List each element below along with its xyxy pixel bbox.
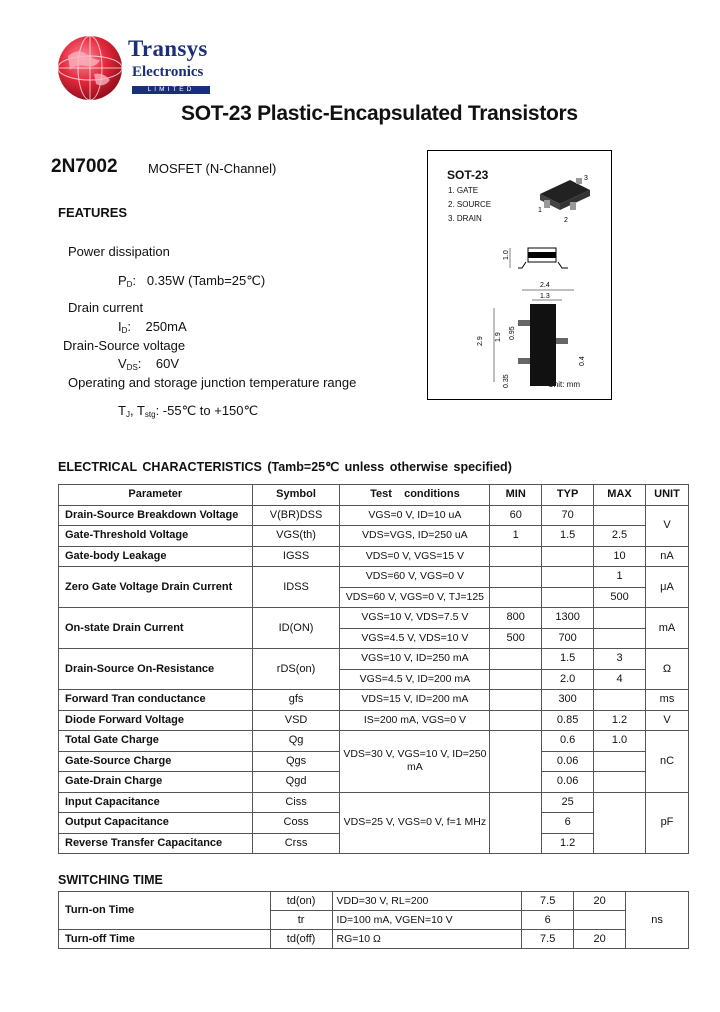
symbol-cell: Ciss bbox=[252, 792, 340, 813]
typ-cell: 70 bbox=[542, 505, 594, 526]
typ-cell: 0.06 bbox=[542, 751, 594, 772]
typ-cell: 7.5 bbox=[522, 930, 574, 949]
symbol-cell: Qgd bbox=[252, 772, 340, 793]
pkg-pin-1: 1 bbox=[538, 207, 542, 214]
typ-cell: 25 bbox=[542, 792, 594, 813]
min-cell: 60 bbox=[490, 505, 542, 526]
package-outline-drawing bbox=[470, 240, 600, 390]
max-cell: 500 bbox=[594, 587, 646, 608]
min-cell bbox=[490, 587, 542, 608]
ec-heading: ELECTRICAL CHARACTERISTICS (Tamb=25℃ unless otherwise specified) bbox=[58, 460, 512, 474]
table-row bbox=[59, 710, 689, 731]
package-title: SOT-23 bbox=[447, 168, 489, 182]
condition-cell: VDS=60 V, VGS=0 V, TJ=125 bbox=[340, 587, 490, 608]
unit-cell: μA bbox=[645, 567, 688, 608]
tj-sub: J bbox=[125, 410, 130, 419]
header-typ: TYP bbox=[542, 485, 594, 506]
unit-cell: Ω bbox=[645, 649, 688, 690]
tstg-sym: , T bbox=[129, 403, 145, 418]
table-row bbox=[59, 505, 689, 526]
typ-cell: 7.5 bbox=[522, 892, 574, 911]
min-cell bbox=[490, 669, 542, 690]
dim-1-0: 1.0 bbox=[503, 250, 510, 260]
symbol-cell: Crss bbox=[252, 833, 340, 854]
logo-globe-icon bbox=[56, 34, 124, 102]
param-cell: Input Capacitance bbox=[59, 792, 253, 813]
temp-label: Operating and storage junction temperature range bbox=[68, 375, 357, 390]
tj-line bbox=[118, 403, 258, 419]
typ-cell: 0.06 bbox=[542, 772, 594, 793]
min-cell bbox=[490, 731, 542, 793]
header-max: MAX bbox=[594, 485, 646, 506]
max-cell: 1.2 bbox=[594, 710, 646, 731]
typ-cell bbox=[542, 546, 594, 567]
param-cell: Total Gate Charge bbox=[59, 731, 253, 752]
max-cell bbox=[594, 608, 646, 629]
typ-cell: 700 bbox=[542, 628, 594, 649]
min-cell bbox=[490, 567, 542, 588]
brand-sub: Electronics bbox=[132, 64, 204, 80]
pd-sym: P bbox=[118, 273, 127, 288]
condition-cell: RG=10 Ω bbox=[332, 930, 522, 949]
unit-cell: V bbox=[645, 710, 688, 731]
condition-cell: VGS=0 V, ID=10 uA bbox=[340, 505, 490, 526]
condition-cell: ID=100 mA, VGEN=10 V bbox=[332, 911, 522, 930]
param-cell: Forward Tran conductance bbox=[59, 690, 253, 711]
vds-sym: V bbox=[118, 356, 127, 371]
dim-2-4: 2.4 bbox=[540, 282, 550, 289]
features-heading: FEATURES bbox=[58, 205, 128, 220]
max-cell: 4 bbox=[594, 669, 646, 690]
symbol-cell: VGS(th) bbox=[252, 526, 340, 547]
dim-0-4: 0.4 bbox=[579, 356, 586, 366]
header-symbol: Symbol bbox=[252, 485, 340, 506]
symbol-cell: Qg bbox=[252, 731, 340, 752]
max-cell bbox=[594, 792, 646, 854]
symbol-cell: V(BR)DSS bbox=[252, 505, 340, 526]
min-cell bbox=[490, 690, 542, 711]
max-cell: 10 bbox=[594, 546, 646, 567]
tj-value: : -55℃ to +150℃ bbox=[155, 403, 259, 418]
vds-label: Drain-Source voltage bbox=[63, 338, 186, 353]
header-conditions: Test conditions bbox=[340, 485, 490, 506]
condition-cell: VDD=30 V, RL=200 bbox=[332, 892, 522, 911]
min-cell: 800 bbox=[490, 608, 542, 629]
max-cell: 2.5 bbox=[594, 526, 646, 547]
vds-sub: DS bbox=[126, 363, 138, 372]
typ-cell: 0.85 bbox=[542, 710, 594, 731]
brand-tag: LIMITED bbox=[132, 86, 210, 94]
param-cell: Drain-Source On-Resistance bbox=[59, 649, 253, 690]
param-cell: Drain-Source Breakdown Voltage bbox=[59, 505, 253, 526]
id-sym: I bbox=[118, 319, 122, 334]
max-cell bbox=[594, 751, 646, 772]
tstg-sub: stg bbox=[144, 410, 156, 419]
param-cell: Gate-Drain Charge bbox=[59, 772, 253, 793]
dim-0-95: 0.95 bbox=[509, 326, 516, 340]
condition-cell: VDS=60 V, VGS=0 V bbox=[340, 567, 490, 588]
min-cell bbox=[490, 792, 542, 854]
param-cell: Turn-off Time bbox=[59, 930, 271, 949]
pd-line bbox=[118, 273, 265, 289]
header-min: MIN bbox=[490, 485, 542, 506]
header-unit: UNIT bbox=[645, 485, 688, 506]
table-row bbox=[59, 526, 689, 547]
device-type: MOSFET (N-Channel) bbox=[148, 161, 277, 176]
symbol-cell: IDSS bbox=[252, 567, 340, 608]
pkg-pin-2: 2 bbox=[564, 217, 568, 222]
unit-cell: mA bbox=[645, 608, 688, 649]
table-row bbox=[59, 608, 689, 629]
condition-cell: VGS=10 V, VDS=7.5 V bbox=[340, 608, 490, 629]
unit-cell: ms bbox=[645, 690, 688, 711]
condition-cell: VDS=15 V, ID=200 mA bbox=[340, 690, 490, 711]
sot23-3d-icon bbox=[530, 172, 600, 222]
max-cell: 1 bbox=[594, 567, 646, 588]
param-cell: Gate-Source Charge bbox=[59, 751, 253, 772]
condition-cell: VGS=4.5 V, ID=200 mA bbox=[340, 669, 490, 690]
unit-cell: pF bbox=[645, 792, 688, 854]
table-header-row bbox=[59, 485, 689, 506]
dim-1-9: 1.9 bbox=[495, 332, 502, 342]
param-cell: Turn-on Time bbox=[59, 892, 271, 930]
max-cell bbox=[594, 505, 646, 526]
symbol-cell: rDS(on) bbox=[252, 649, 340, 690]
max-cell bbox=[594, 628, 646, 649]
power-label: Power dissipation bbox=[68, 244, 170, 259]
symbol-cell: gfs bbox=[252, 690, 340, 711]
vds-line bbox=[118, 356, 179, 372]
typ-cell: 6 bbox=[522, 911, 574, 930]
table-row bbox=[59, 731, 689, 752]
typ-cell: 1300 bbox=[542, 608, 594, 629]
part-number: 2N7002 bbox=[51, 156, 118, 177]
typ-cell: 2.0 bbox=[542, 669, 594, 690]
max-cell bbox=[574, 911, 626, 930]
table-row bbox=[59, 649, 689, 670]
symbol-cell: IGSS bbox=[252, 546, 340, 567]
symbol-cell: td(off) bbox=[270, 930, 332, 949]
pin-3-label: 3. DRAIN bbox=[448, 214, 482, 223]
symbol-cell: VSD bbox=[252, 710, 340, 731]
max-cell bbox=[594, 772, 646, 793]
id-sub: D bbox=[121, 326, 128, 335]
unit-cell: V bbox=[645, 505, 688, 546]
tj-sym: T bbox=[118, 403, 126, 418]
drain-label: Drain current bbox=[68, 300, 144, 315]
id-value: : 250mA bbox=[127, 319, 187, 334]
min-cell: 1 bbox=[490, 526, 542, 547]
symbol-cell: td(on) bbox=[270, 892, 332, 911]
symbol-cell: ID(ON) bbox=[252, 608, 340, 649]
unit-cell: ns bbox=[626, 892, 689, 949]
condition-cell: IS=200 mA, VGS=0 V bbox=[340, 710, 490, 731]
switching-heading: SWITCHING TIME bbox=[58, 873, 163, 887]
symbol-cell: tr bbox=[270, 911, 332, 930]
param-cell: Diode Forward Voltage bbox=[59, 710, 253, 731]
table-row bbox=[59, 690, 689, 711]
pd-value: : 0.35W (Tamb=25℃) bbox=[132, 273, 266, 288]
unit-cell: nA bbox=[645, 546, 688, 567]
typ-cell: 1.2 bbox=[542, 833, 594, 854]
typ-cell bbox=[542, 587, 594, 608]
typ-cell: 1.5 bbox=[542, 649, 594, 670]
table-row bbox=[59, 546, 689, 567]
dim-1-3: 1.3 bbox=[540, 293, 550, 300]
id-line bbox=[118, 319, 187, 335]
symbol-cell: Qgs bbox=[252, 751, 340, 772]
unit-cell: nC bbox=[645, 731, 688, 793]
param-cell: Zero Gate Voltage Drain Current bbox=[59, 567, 253, 608]
min-cell bbox=[490, 546, 542, 567]
typ-cell: 0.6 bbox=[542, 731, 594, 752]
param-cell: On-state Drain Current bbox=[59, 608, 253, 649]
table-row bbox=[59, 930, 689, 949]
param-cell: Output Capacitance bbox=[59, 813, 253, 834]
dim-2-9: 2.9 bbox=[477, 336, 484, 346]
condition-cell: VGS=10 V, ID=250 mA bbox=[340, 649, 490, 670]
table-row bbox=[59, 892, 689, 911]
max-cell: 1.0 bbox=[594, 731, 646, 752]
header-parameter: Parameter bbox=[59, 485, 253, 506]
condition-cell: VDS=0 V, VGS=15 V bbox=[340, 546, 490, 567]
param-cell: Reverse Transfer Capacitance bbox=[59, 833, 253, 854]
dim-0-35: 0.35 bbox=[503, 374, 510, 388]
table-row bbox=[59, 792, 689, 813]
page-title: SOT-23 Plastic-Encapsulated Transistors bbox=[181, 102, 578, 125]
max-cell: 20 bbox=[574, 892, 626, 911]
pin-2-label: 2. SOURCE bbox=[448, 200, 492, 209]
min-cell: 500 bbox=[490, 628, 542, 649]
pd-sub: D bbox=[126, 280, 133, 289]
symbol-cell: Coss bbox=[252, 813, 340, 834]
pin-1-label: 1. GATE bbox=[448, 186, 479, 195]
typ-cell: 6 bbox=[542, 813, 594, 834]
vds-value: : 60V bbox=[137, 356, 179, 371]
condition-cell: VDS=VGS, ID=250 uA bbox=[340, 526, 490, 547]
condition-cell: VGS=4.5 V, VDS=10 V bbox=[340, 628, 490, 649]
max-cell bbox=[594, 690, 646, 711]
param-cell: Gate-body Leakage bbox=[59, 546, 253, 567]
typ-cell: 1.5 bbox=[542, 526, 594, 547]
electrical-characteristics-table bbox=[58, 484, 689, 854]
min-cell bbox=[490, 710, 542, 731]
brand-name: Transys bbox=[128, 36, 208, 61]
param-cell: Gate-Threshold Voltage bbox=[59, 526, 253, 547]
condition-cell: VDS=30 V, VGS=10 V, ID=250 mA bbox=[340, 731, 490, 793]
max-cell: 3 bbox=[594, 649, 646, 670]
min-cell bbox=[490, 649, 542, 670]
units-label: Unit: mm bbox=[548, 380, 580, 389]
condition-cell: VDS=25 V, VGS=0 V, f=1 MHz bbox=[340, 792, 490, 854]
switching-time-table bbox=[58, 891, 689, 949]
typ-cell bbox=[542, 567, 594, 588]
table-row bbox=[59, 567, 689, 588]
typ-cell: 300 bbox=[542, 690, 594, 711]
pkg-pin-3: 3 bbox=[584, 175, 588, 182]
max-cell: 20 bbox=[574, 930, 626, 949]
